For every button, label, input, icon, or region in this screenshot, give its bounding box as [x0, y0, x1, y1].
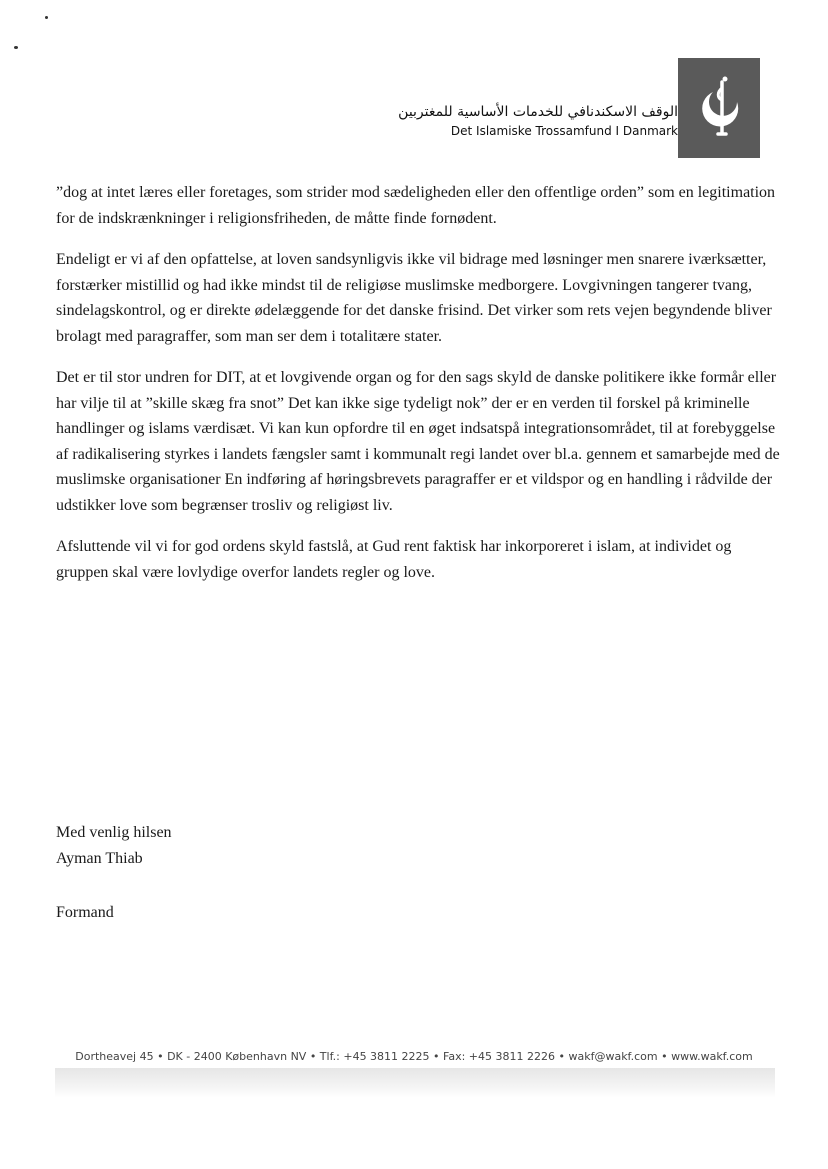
body-paragraph: Det er til stor undren for DIT, at et lovgivende organ og for den sags skyld de danske politikere ikke formår eller har vilje til at ”skille skæg fra snot” Det kan ikke sige tydeligt nok” der er en verden til forskel på kriminelle handlinger og islams værdisæt. Vi kan kun opfordre til en øget indsatspå integrationsområdet, til at forebyggelse af radikalisering styrkes i landets fængsler samt i kommunalt regi landet over bl.a. gennem et samarbejde med de muslimske organisationer En indføring af høringsbrevets paragraffer er et vildspor og en handling i rådvilde der udstikker love som begrænser trosliv og religiøst liv.: [56, 369, 780, 514]
footer-band: [55, 1068, 775, 1098]
letterhead: [380, 58, 760, 158]
organization-logo: [678, 58, 760, 158]
letter-body: [56, 180, 786, 601]
body-paragraph: Afsluttende vil vi for god ordens skyld fastslå, at Gud rent faktisk har inkorporeret i islam, at individet og gruppen skal være lovlydige overfor landets regler og love.: [56, 538, 732, 581]
org-name: Det Islamiske Trossamfund I Danmark: [450, 124, 678, 138]
letterhead-text: [378, 102, 678, 140]
crescent-emblem-icon: [689, 68, 749, 148]
signer-name: Ayman Thiab: [56, 850, 143, 867]
scan-speck: [45, 16, 48, 19]
signer-title: Formand: [56, 904, 114, 921]
scan-speck: [14, 46, 18, 49]
body-paragraph: Endeligt er vi af den opfattelse, at loven sandsynligvis ikke vil bidrage med løsninger men snarere iværksætter, forstærker mistillid og had ikke mindst til de religiøse muslimske medborgere. Lovgivningen tangerer tvang, sindelagskontrol, og er direkte ødelæggende for det danske frisind. Det virker som rets vejen begyndende bliver brolagt med paragraffer, som man ser dem i totalitære stater.: [56, 251, 772, 345]
letter-closing: [56, 820, 172, 926]
footer-address: Dortheavej 45 • DK - 2400 København NV • Tlf.: +45 3811 2225 • Fax: +45 3811 2226 • wakf@wakf.com • www.wakf.com: [75, 1050, 753, 1063]
body-paragraph: ”dog at intet læres eller foretages, som strider mod sædeligheden eller den offentlige orden” som en legitimation for de indskrænkninger i religionsfriheden, de måtte finde fornødent.: [56, 184, 776, 227]
arabic-org-name: الوقف الاسكندنافي للخدمات الأساسية للمغتربين: [398, 104, 678, 120]
closing-greeting: Med venlig hilsen: [56, 824, 172, 841]
